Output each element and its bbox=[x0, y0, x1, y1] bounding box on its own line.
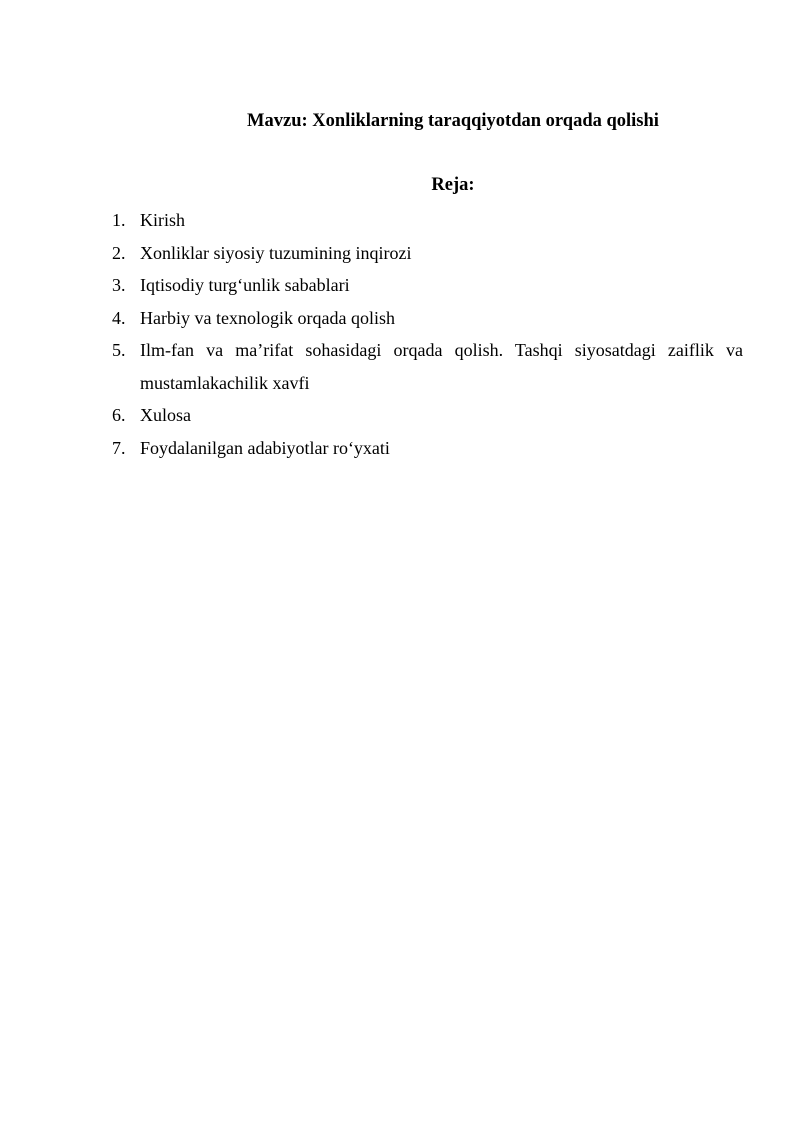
list-item bbox=[112, 204, 743, 237]
list-item-text: Xulosa bbox=[140, 405, 191, 425]
list-item-number: 4. bbox=[112, 307, 126, 328]
list-item-number: 5. bbox=[112, 340, 126, 360]
list-item-text: Xonliklar siyosiy tuzumining inqirozi bbox=[140, 242, 412, 263]
list-item-number: 1. bbox=[112, 210, 126, 230]
list-item bbox=[112, 269, 743, 302]
plan-list bbox=[112, 204, 743, 464]
plan-heading: Reja: bbox=[431, 175, 475, 195]
list-item-number: 6. bbox=[112, 405, 126, 425]
list-item-number: 7. bbox=[112, 437, 126, 458]
page-title: Mavzu: Xonliklarning taraqqiyotdan orqada qolishi bbox=[247, 111, 659, 131]
list-item-number: 2. bbox=[112, 242, 126, 263]
list-item bbox=[112, 334, 743, 399]
list-item bbox=[112, 237, 743, 270]
list-item-text: Ilm-fan va ma’rifat sohasidagi orqada qolish. Tashqi siyosatdagi zaiflik va mustamlakachilik xavfi bbox=[140, 340, 743, 393]
list-item bbox=[112, 399, 743, 432]
list-item bbox=[112, 302, 743, 335]
list-item-text: Iqtisodiy turg‘unlik sabablari bbox=[140, 275, 350, 295]
list-item-text: Foydalanilgan adabiyotlar ro‘yxati bbox=[140, 437, 390, 458]
list-item-text: Kirish bbox=[140, 210, 185, 230]
list-item bbox=[112, 432, 743, 465]
list-item-number: 3. bbox=[112, 275, 126, 295]
list-item-text: Harbiy va texnologik orqada qolish bbox=[140, 307, 395, 328]
